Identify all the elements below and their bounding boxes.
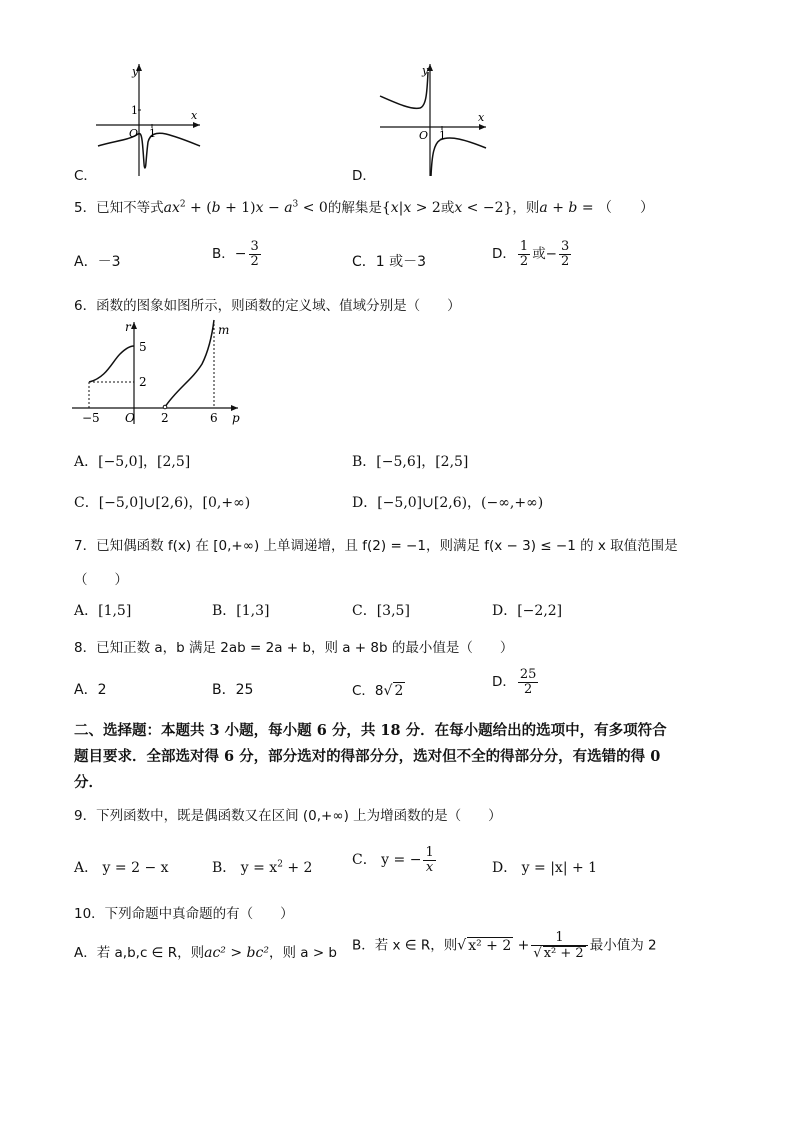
- q9-option-b[interactable]: B． $y = x^2 + 2$: [212, 859, 313, 876]
- q8-option-c[interactable]: C．8√ 2: [352, 683, 404, 699]
- q7-option-a[interactable]: A．[1,5]: [74, 603, 132, 619]
- q7-option-c[interactable]: C．[3,5]: [352, 603, 410, 619]
- q5-ineq-tail: < 0: [302, 200, 328, 216]
- q5-b-num: 3: [250, 239, 259, 254]
- q6-option-a[interactable]: A．[−5,0]，[2,5]: [74, 454, 191, 470]
- q10-b-prefix: B．若 x ∈ R，则: [352, 937, 458, 954]
- q5-d-num2: 3: [561, 239, 570, 254]
- q6-stem: 6．函数的图象如图所示，则函数的定义域、值域分别是（ ）: [74, 298, 461, 314]
- section2-line3: 分．: [74, 774, 103, 791]
- section2-line1: 二、选择题：本题共 3 小题，每小题 6 分，共 18 分．在每小题给出的选项中，有多项符合: [74, 722, 667, 739]
- q4-graph-d: [376, 58, 496, 178]
- q9-c-label: C． y = −: [352, 852, 422, 869]
- q4-graph-c: [92, 58, 212, 178]
- q10-option-b[interactable]: B．若 x ∈ R，则√ x² + 2 + $\frac{1}{\text{√ x² + 2}}$ 最小值为 2: [352, 930, 657, 961]
- q7-option-d[interactable]: D．[−2,2]: [492, 603, 563, 619]
- q10-a-prefix: A．若 a,b,c ∈ R，则: [74, 945, 205, 961]
- q8-c-label: C．8: [352, 683, 384, 699]
- q10-b-radicand: x² + 2: [468, 937, 512, 954]
- d-origin-label: O: [419, 129, 429, 142]
- q6-minus5-label: −5: [82, 411, 100, 425]
- q8-d-label: D．: [492, 674, 516, 691]
- section2-line2: 题目要求．全部选对得 6 分，部分选对的得部分分，选对但不全的得部分分，有选错的得 0: [74, 748, 661, 765]
- c-origin-label: O: [129, 127, 139, 140]
- q10-option-a[interactable]: [74, 941, 337, 961]
- q5-option-a[interactable]: A．－3: [74, 254, 121, 270]
- q10-b-num: 1: [531, 931, 587, 946]
- q6-six-label: 6: [210, 411, 218, 425]
- q8-d-num: 25: [519, 667, 537, 682]
- q9-stem: 9．下列函数中，既是偶函数又在区间 (0,+∞) 上为增函数的是（ ）: [74, 808, 502, 824]
- q9-option-a[interactable]: A． y = 2 − x: [74, 860, 169, 876]
- q6-option-d[interactable]: D．[−5,0]∪[2,6)，(−∞,+∞): [352, 495, 544, 511]
- q7-blank: （ ）: [74, 572, 128, 588]
- q5-d-mid: 或−: [532, 246, 557, 263]
- q4-option-c-label[interactable]: C．: [74, 168, 97, 184]
- q10-a-ineq: ac² > bc²: [204, 945, 269, 961]
- q6-graph: [72, 318, 250, 428]
- q4-option-d-label[interactable]: D．: [352, 168, 376, 184]
- q10-b-suffix: 最小值为 2: [589, 937, 657, 954]
- q5-d-label: D．: [492, 246, 516, 263]
- q6-r-label: r: [125, 320, 131, 334]
- q10-b-den: √ x² + 2: [533, 945, 584, 961]
- q5-option-c[interactable]: C．1 或－3: [352, 254, 427, 270]
- q9-c-den: x: [425, 859, 434, 875]
- q8-d-den: 2: [524, 681, 533, 697]
- q5-stem: 5．已知不等式$ax^2 + (b + 1)x - a^3 < 0$的解集是{x|x > 2或x < −2}，则a + b = （ ）: [74, 199, 655, 216]
- c-y-label: y: [132, 65, 139, 78]
- q5-option-b[interactable]: B．− $\frac{3}{2}$: [212, 239, 259, 269]
- q6-m-label: m: [218, 323, 230, 337]
- d-one-x-label: 1: [439, 129, 446, 142]
- q10-stem: 10．下列命题中真命题的有（ ）: [74, 906, 294, 922]
- q9-option-c[interactable]: [352, 846, 438, 874]
- q7-stem: 7．已知偶函数 f(x) 在 [0,+∞) 上单调递增，且 f(2) = −1，则满足 f(x − 3) ≤ −1 的 x 取值范围是: [74, 538, 678, 554]
- q5-option-d[interactable]: [492, 240, 573, 268]
- q5-d-num1: 1: [519, 239, 529, 254]
- q5-b-label: B．: [212, 246, 235, 263]
- q8-option-a[interactable]: A．2: [74, 682, 107, 698]
- q5-stem-mid: 的解集是: [327, 200, 382, 216]
- c-one-x-label: 1: [149, 127, 156, 140]
- q5-d-den1: 2: [519, 253, 529, 269]
- q7-option-b[interactable]: B．[1,3]: [212, 603, 270, 619]
- q9-b-tail: + 2: [282, 860, 313, 876]
- d-x-label: x: [478, 111, 485, 124]
- q8-c-radicand: 2: [394, 683, 404, 699]
- q8-stem: 8．已知正数 a，b 满足 2ab = 2a + b，则 a + 8b 的最小值是（ ）: [74, 640, 514, 656]
- q6-p-label: p: [232, 411, 240, 425]
- q6-origin-label: O: [125, 411, 135, 425]
- q6-option-b[interactable]: B．[−5,6]，[2,5]: [352, 454, 469, 470]
- q5-stem-prefix: 5．已知不等式: [74, 200, 164, 216]
- c-x-label: x: [191, 109, 198, 122]
- q8-option-b[interactable]: B．25: [212, 682, 254, 698]
- q6-two-y-label: 2: [139, 375, 147, 389]
- d-y-label: y: [422, 64, 429, 77]
- q6-option-c[interactable]: C．[−5,0]∪[2,6)，[0,+∞): [74, 495, 251, 511]
- q5-b-den: 2: [250, 253, 259, 269]
- q10-a-suffix: ，则 a > b: [268, 945, 337, 961]
- q6-five-label: 5: [139, 340, 147, 354]
- q9-c-num: 1: [425, 845, 434, 860]
- q5-stem-suffix: ，则: [512, 200, 540, 216]
- q9-b-label: B． y = x: [212, 860, 278, 876]
- q8-option-d[interactable]: [492, 668, 540, 696]
- q9-option-d[interactable]: D． y = |x| + 1: [492, 860, 598, 876]
- q5-d-den2: 2: [561, 253, 570, 269]
- q10-b-den-radicand: x² + 2: [543, 945, 584, 961]
- c-one-y-label: 1: [131, 104, 138, 117]
- q6-two-x-label: 2: [161, 411, 169, 425]
